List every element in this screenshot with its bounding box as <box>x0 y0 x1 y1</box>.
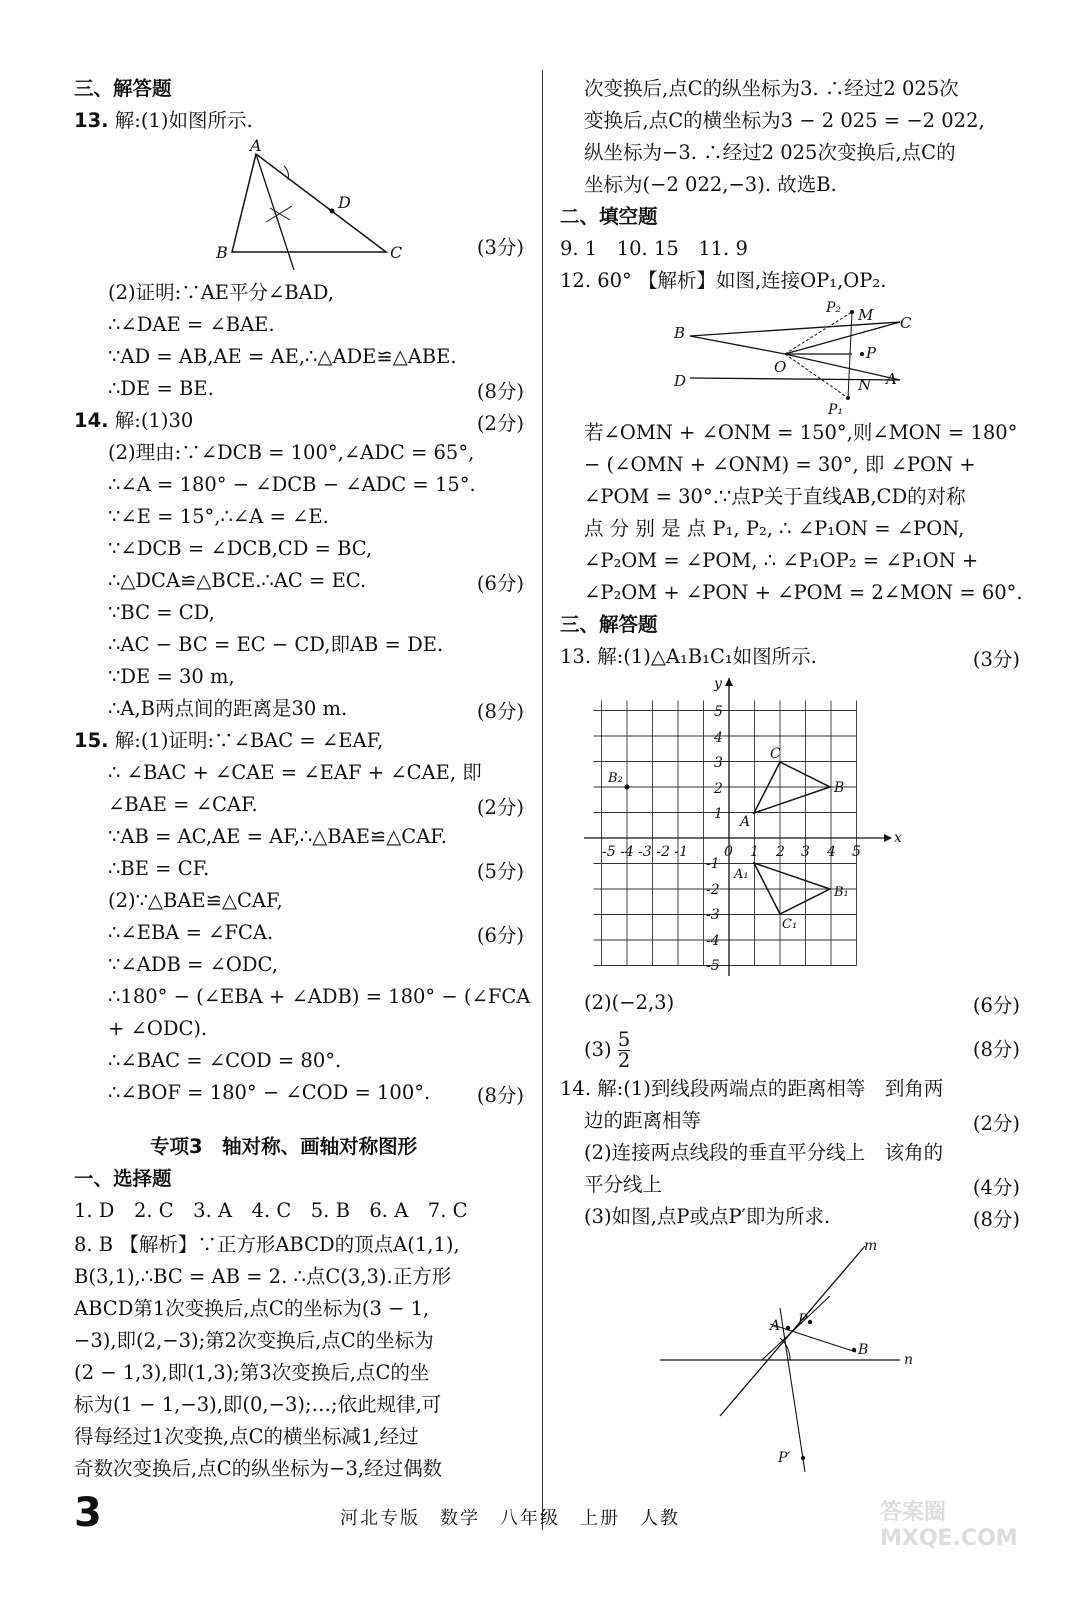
score: (2分) <box>476 796 524 819</box>
q15-line: ∠BAE = ∠CAF. <box>108 793 258 816</box>
q15-line: + ∠ODC). <box>108 1017 208 1040</box>
svg-text:-1: -1 <box>706 856 720 872</box>
score: (6分) <box>476 924 524 947</box>
svg-text:1: 1 <box>714 806 723 822</box>
score: (8分) <box>972 1038 1020 1061</box>
fraction-numerator: 5 <box>617 1028 631 1051</box>
q14-line: ∵BC = CD, <box>108 601 215 624</box>
question-number: 15. <box>74 729 109 752</box>
svg-text:D: D <box>674 372 687 390</box>
q8-cont-line: 坐标为(−2 022,−3). 故选B. <box>584 173 837 196</box>
score: (6分) <box>972 994 1020 1017</box>
svg-text:P: P <box>866 344 877 362</box>
svg-text:O: O <box>774 358 787 376</box>
q8-line: B(3,1),∴BC = AB = 2. ∴点C(3,3).正方形 <box>74 1265 452 1288</box>
q14-text: 解:(1)30 <box>114 409 194 432</box>
score: (3分) <box>476 236 524 259</box>
q15-text: 解:(1)证明:∵∠BAC = ∠EAF, <box>114 729 384 752</box>
svg-text:A: A <box>740 814 751 830</box>
svg-text:-3: -3 <box>706 907 720 923</box>
section-heading: 三、解答题 <box>74 77 172 100</box>
q14-line: (3)如图,点P或点P′即为所求. <box>584 1205 831 1228</box>
svg-text:2: 2 <box>714 781 723 797</box>
svg-text:-2: -2 <box>706 882 720 898</box>
q15-line: ∵AB = AC,AE = AF,∴△BAE≌△CAF. <box>108 825 447 848</box>
svg-text:n: n <box>904 1352 914 1368</box>
angle-bisector-figure <box>660 1236 960 1486</box>
q8-cont-line: 纵坐标为−3. ∴经过2 025次变换后,点C的 <box>584 141 956 164</box>
q13-line <box>584 1030 630 1071</box>
q13-line <box>74 108 253 134</box>
score: (2分) <box>972 1112 1020 1135</box>
score: (8分) <box>972 1208 1020 1231</box>
q8-line: −3),即(2,−3);第2次变换后,点C的坐标为 <box>74 1329 434 1352</box>
q12-line: 点 分 别 是 点 P₁, P₂, ∴ ∠P₁ON = ∠PON, <box>584 517 965 540</box>
choice-answers: 1. D 2. C 3. A 4. C 5. B 6. A 7. C <box>74 1199 468 1222</box>
svg-text:P₂: P₂ <box>826 300 842 316</box>
q13-line: ∴DE = BE. <box>108 377 214 400</box>
q15-line: ∴∠BOF = 180° − ∠COD = 100°. <box>108 1081 431 1104</box>
score: (3分) <box>972 648 1020 671</box>
q14-line: 平分线上 <box>584 1173 663 1196</box>
coordinate-grid-figure <box>584 676 904 986</box>
svg-text:C: C <box>900 314 912 332</box>
svg-text:P₁: P₁ <box>828 402 844 418</box>
section-heading: 二、填空题 <box>560 205 658 228</box>
svg-text:B: B <box>216 243 228 262</box>
svg-text:y: y <box>714 676 722 692</box>
fraction <box>618 1030 630 1071</box>
q14-line: 14. 解:(1)到线段两端点的距离相等 到角两 <box>560 1077 944 1100</box>
q8-line: 得每经过1次变换,点C的横坐标减1,经过 <box>74 1425 419 1448</box>
svg-text:4: 4 <box>714 730 723 746</box>
q14-line: ∵∠DCB = ∠DCB,CD = BC, <box>108 537 373 560</box>
q14-line: (2)连接两点线段的垂直平分线上 该角的 <box>584 1141 944 1164</box>
q14-line: ∴A,B两点间的距离是30 m. <box>108 697 348 720</box>
svg-text:5: 5 <box>852 844 861 860</box>
svg-text:0: 0 <box>724 844 733 860</box>
svg-text:B: B <box>674 324 686 342</box>
svg-text:2: 2 <box>776 844 785 860</box>
svg-text:4: 4 <box>827 844 836 860</box>
score: (8分) <box>476 700 524 723</box>
triangle-abc <box>754 762 830 813</box>
q14-line: ∵DE = 30 m, <box>108 665 235 688</box>
q13-line: 13. 解:(1)△A₁B₁C₁如图所示. <box>560 645 817 668</box>
point-d <box>330 209 335 214</box>
q13-part3-label: (3) <box>584 1038 612 1061</box>
page-number: 3 <box>74 1490 102 1536</box>
q15-line: (2)∵△BAE≌△CAF, <box>108 889 283 912</box>
fraction-denominator: 2 <box>617 1049 631 1072</box>
q13-line: (2)证明:∵AE平分∠BAD, <box>108 281 334 304</box>
q12-line: 12. 60° 【解析】如图,连接OP₁,OP₂. <box>560 269 887 292</box>
q14-line: 边的距离相等 <box>584 1109 702 1132</box>
svg-text:A: A <box>770 1318 781 1334</box>
q15-line: ∴180° − (∠EBA + ∠ADB) = 180° − (∠FCA <box>108 985 531 1008</box>
q8-line: 标为(1 − 1,−3),即(0,−3);…;依此规律,可 <box>74 1393 442 1416</box>
svg-text:1: 1 <box>750 844 759 860</box>
score: (2分) <box>476 412 524 435</box>
q14-line: ∵∠E = 15°,∴∠A = ∠E. <box>108 505 329 528</box>
svg-text:B₂: B₂ <box>608 771 623 786</box>
q15-line: ∴∠BAC = ∠COD = 80°. <box>108 1049 342 1072</box>
fill-answers: 9. 1 10. 15 11. 9 <box>560 237 748 260</box>
svg-text:P′: P′ <box>778 1450 791 1466</box>
q15-line: ∴ ∠BAC + ∠CAE = ∠EAF + ∠CAE, 即 <box>108 761 482 784</box>
watermark: 答案圈 MXQE.COM <box>880 1500 1018 1551</box>
svg-text:A: A <box>250 136 262 155</box>
column-divider <box>542 70 543 1530</box>
grid-lines <box>594 701 857 966</box>
q13-line: ∴∠DAE = ∠BAE. <box>108 313 275 336</box>
q12-line: − (∠OMN + ∠ONM) = 30°, 即 ∠PON + <box>584 453 976 476</box>
svg-text:3: 3 <box>801 844 810 860</box>
svg-text:5: 5 <box>714 704 723 720</box>
section-heading: 一、选择题 <box>74 1167 172 1190</box>
svg-text:x: x <box>894 830 902 846</box>
q14-line: (2)理由:∵∠DCB = 100°,∠ADC = 65°, <box>108 441 475 464</box>
svg-text:C: C <box>770 746 781 762</box>
q14-line <box>74 408 193 434</box>
svg-text:A₁: A₁ <box>734 867 749 882</box>
q13-line: (2)(−2,3) <box>584 991 675 1014</box>
q13-text: 解:(1)如图所示. <box>114 109 253 132</box>
q12-line: ∠P₂OM = ∠POM, ∴ ∠P₁OP₂ = ∠P₁ON + <box>584 549 979 572</box>
q15-line: ∴∠EBA = ∠FCA. <box>108 921 274 944</box>
q8-line: ABCD第1次变换后,点C的坐标为(3 − 1, <box>74 1297 430 1320</box>
q15-line <box>74 728 383 754</box>
q12-line: ∠P₂OM + ∠PON + ∠POM = 2∠MON = 60°. <box>584 581 1023 604</box>
q15-line: ∴BE = CF. <box>108 857 210 880</box>
q14-line: ∴△DCA≌△BCE.∴AC = EC. <box>108 569 367 592</box>
score: (4分) <box>972 1176 1020 1199</box>
q8-line: 奇数次变换后,点C的纵坐标为−3,经过偶数 <box>74 1457 443 1480</box>
svg-text:C₁: C₁ <box>782 917 798 932</box>
score: (6分) <box>476 572 524 595</box>
q15-line: ∵∠ADB = ∠ODC, <box>108 953 278 976</box>
q8-cont-line: 次变换后,点C的纵坐标为3. ∴经过2 025次 <box>584 77 959 100</box>
svg-text:3: 3 <box>714 755 723 771</box>
q14-line: ∴AC − BC = EC − CD,即AB = DE. <box>108 633 444 656</box>
score: (8分) <box>476 380 524 403</box>
svg-text:C: C <box>390 243 403 262</box>
q8-line: 8. B 【解析】∵正方形ABCD的顶点A(1,1), <box>74 1233 460 1256</box>
score: (5分) <box>476 860 524 883</box>
question-number: 13. <box>74 109 109 132</box>
q8-line: (2 − 1,3),即(1,3);第3次变换后,点C的坐 <box>74 1361 430 1384</box>
angle-reflection-figure <box>670 298 910 418</box>
svg-text:B: B <box>858 1342 869 1358</box>
svg-text:-5: -5 <box>706 958 720 974</box>
q8-cont-line: 变换后,点C的横坐标为3 − 2 025 = −2 022, <box>584 109 985 132</box>
section-heading: 三、解答题 <box>560 613 658 636</box>
svg-text:A: A <box>886 370 897 388</box>
svg-text:P: P <box>798 1312 808 1328</box>
footer-text: 河北专版 数学 八年级 上册 人教 <box>340 1508 680 1529</box>
topic-heading: 专项3 轴对称、画轴对称图形 <box>150 1135 418 1158</box>
svg-text:B: B <box>834 780 845 796</box>
svg-text:B₁: B₁ <box>834 885 849 900</box>
triangle-figure <box>204 136 444 272</box>
svg-text:-4: -4 <box>706 933 720 949</box>
q14-line: ∴∠A = 180° − ∠DCB − ∠ADC = 15°. <box>108 473 476 496</box>
triangle-abc <box>232 154 386 252</box>
question-number: 14. <box>74 409 109 432</box>
svg-text:D: D <box>338 193 351 212</box>
svg-text:-5 -4 -3 -2 -1: -5 -4 -3 -2 -1 <box>602 844 688 860</box>
svg-text:N: N <box>858 376 872 394</box>
triangle-a1b1c1 <box>754 863 830 914</box>
q12-line: 若∠OMN + ∠ONM = 150°,则∠MON = 180° <box>584 421 1018 444</box>
svg-text:M: M <box>858 306 874 324</box>
score: (8分) <box>476 1084 524 1107</box>
q12-line: ∠POM = 30°.∵点P关于直线AB,CD的对称 <box>584 485 966 508</box>
svg-text:m: m <box>864 1238 878 1254</box>
q13-line: ∵AD = AB,AE = AE,∴△ADE≌△ABE. <box>108 345 457 368</box>
